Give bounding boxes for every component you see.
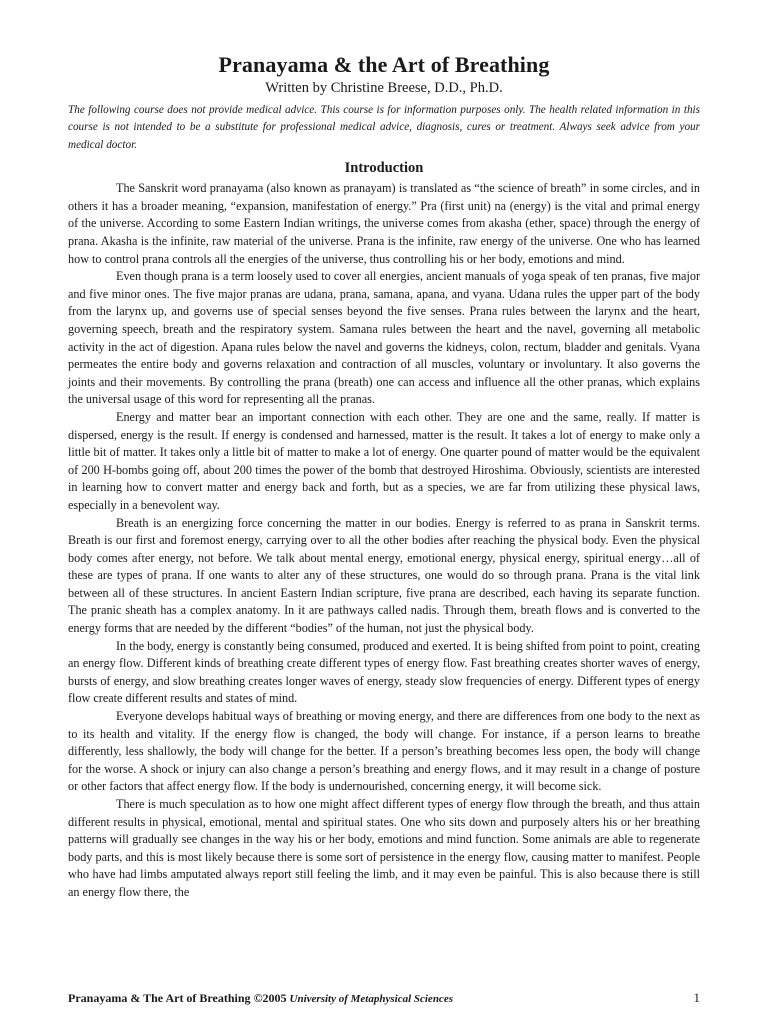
page-number: 1: [693, 990, 700, 1005]
section-title: Introduction: [344, 160, 424, 177]
footer-title: Pranayama & The Art of Breathing: [68, 991, 251, 1005]
paragraph: Even though prana is a term loosely used to cover all energies, ancient manuals of yoga speak of ten pranas, five major and five minor ones. The five major pranas are udana, prana, samana, apana, and vyana. Udana rules the upper part of the body from the larynx up, and governs use of special senses beyond the five senses. Prana rules between the larynx and the heart, governing speech, breath and the respiratory system. Samana rules between the heart and the navel, governing all metabolic activity in the act of digestion. Apana rules below the navel and governs the kidneys, colon, rectum, bladder and genitals. Vyana permeates the entire body and governs relaxation and contraction of all muscles, voluntary or involuntary. It also governs the joints and their movements. By controlling the prana (breath) one can access and influence all the other pranas, which explains the universal usage of this word for representing all the pranas.: [68, 269, 700, 407]
paragraph: In the body, energy is constantly being consumed, produced and exerted. It is being shifted from point to point, creating an energy flow. Different kinds of breathing create different types of energy flow. Fast breathing creates shorter waves of energy, bursts of energy, and slow breathing creates longer waves of energy, steady slow frequencies of energy. Different types of energy flow create different results and states of mind.: [68, 638, 700, 706]
footer-publisher: University of Metaphysical Sciences: [289, 993, 453, 1005]
author-line: Written by Christine Breese, D.D., Ph.D.: [265, 80, 503, 96]
document-title: Pranayama & the Art of Breathing: [218, 52, 550, 77]
paragraph: Energy and matter bear an important connection with each other. They are one and the same, really. If matter is dispersed, energy is the result. If energy is condensed and harnessed, matter is the result. It takes a lot of energy to make only a little bit of matter. It takes only a little bit of matter to make a lot of energy. One quarter pound of matter would be the equivalent of 200 H-bombs going off, about 200 times the power of the bomb that destroyed Hiroshima. Obviously, scientists are interested in learning how to convert matter and energy back and forth, but as a species, we are far from utilizing these physical laws, especially in a benevolent way.: [68, 409, 700, 512]
paragraph: The Sanskrit word pranayama (also known as pranayam) is translated as “the science of breath” in some circles, and in others it has a broader meaning, “expansion, manifestation of energy.” Pra (first unit) na (energy) is the vital and primal energy of the universe. According to some Eastern Indian writings, the universe comes from akasha (ether, space) through the energy of prana. Akasha is the infinite, raw material of the universe. Prana is the infinite, raw energy of the universe. One who has learned how to control prana controls all the energies of the universe, thus controlling his or her body, emotions and mind.: [68, 181, 700, 266]
footer-copyright: ©2005: [253, 991, 287, 1005]
footer-citation: [68, 991, 453, 1006]
paragraph: Everyone develops habitual ways of breathing or moving energy, and there are differences from one body to the next as to its health and vitality. If the energy flow is changed, the body will change. For instance, if a person learns to breathe differently, less shallowly, the body will change for the better. If a person’s breathing becomes less open, the body will change for the worse. A shock or injury can also change a person’s breathing and energy flows, and it may result in a change of posture or other factors that affect energy flow. If the body is undernourished, concerning energy, it will become sick.: [68, 709, 700, 794]
page-footer: [68, 990, 700, 1006]
paragraph: There is much speculation as to how one might affect different types of energy flow through the breath, and thus attain different results in physical, emotional, mental and spiritual states. One who sits down and purposely alters his or her breathing patterns will gradually see changes in the way his or her body, emotions and mind function. Some animals are able to regenerate body parts, and this is most likely because there is some sort of persistence in the energy flow, causing matter to manifest. People who have had limbs amputated always report still feeling the limb, and it may even be painful. This is also because there is still an energy flow there, the: [68, 797, 700, 899]
body-text: [68, 180, 700, 901]
disclaimer: The following course does not provide medical advice. This course is for information purposes only. The health related information in this course is not intended to be a substitute for professional medical advice, diagnosis, cures or treatment. Always seek advice from your medical doctor.: [68, 104, 700, 151]
paragraph: Breath is an energizing force concerning the matter in our bodies. Energy is referred to as prana in Sanskrit terms. Breath is our first and foremost energy, carrying over to all the other bodies after reaching the physical body. Even the physical body comes after energy, not before. We talk about mental energy, emotional energy, physical energy, spiritual energy…all of these are types of prana. If one wants to alter any of these structures, one would do so through prana. Prana is the vital link between all of these structures. In ancient Eastern Indian scripture, five prana are described, each having its separate function. The pranic sheath has a complex anatomy. In it are pathways called nadis. Through them, breath flows and is converted to the energy forms that are needed by the different “bodies” of the human, not just the physical body.: [68, 515, 700, 636]
